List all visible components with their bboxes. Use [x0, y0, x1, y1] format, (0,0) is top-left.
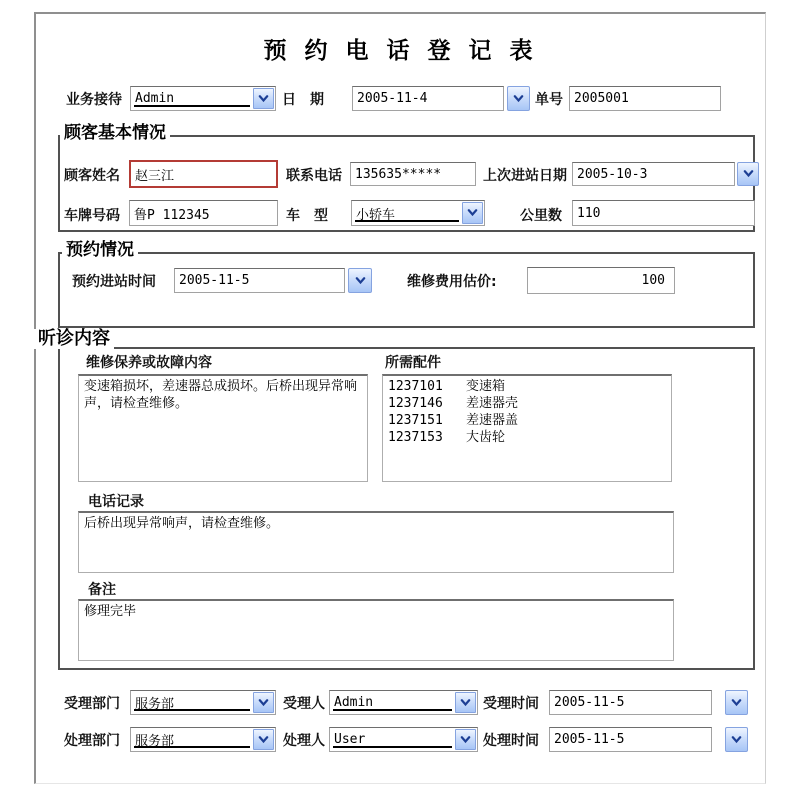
- list-item[interactable]: [388, 378, 666, 395]
- chevron-down-icon: [460, 699, 471, 707]
- form-frame: [34, 12, 766, 784]
- accept-time-value: 2005-11-5: [554, 695, 625, 710]
- combo-underline: [333, 709, 452, 711]
- date-value: 2005-11-4: [357, 91, 428, 106]
- last-visit-dropdown-button[interactable]: [737, 162, 759, 186]
- call-log-textarea[interactable]: 后桥出现异常响声，请检查维修。: [78, 511, 674, 573]
- accept-person-select[interactable]: [329, 690, 478, 715]
- part-name: 差速器壳: [466, 396, 519, 411]
- appointment-header: 预约情况: [62, 240, 138, 260]
- chevron-down-icon: [731, 736, 742, 744]
- accept-time-input[interactable]: [549, 690, 712, 715]
- arrival-time-input[interactable]: [174, 268, 345, 293]
- date-input[interactable]: [352, 86, 504, 111]
- plate-value: 鲁P 112345: [134, 207, 210, 223]
- part-code: 1237101: [388, 379, 443, 394]
- chevron-down-icon: [258, 736, 269, 744]
- operator-label: 业务接待: [66, 92, 122, 108]
- date-dropdown-button[interactable]: [507, 86, 530, 111]
- accept-dept-label: 受理部门: [64, 696, 120, 712]
- accept-person-dropdown-button[interactable]: [455, 692, 476, 713]
- chevron-down-icon: [513, 95, 524, 103]
- chevron-down-icon: [355, 277, 366, 285]
- name-input[interactable]: [129, 160, 278, 188]
- accept-dept-select[interactable]: [130, 690, 276, 715]
- chevron-down-icon: [743, 170, 754, 178]
- part-code: 1237153: [388, 430, 443, 445]
- handle-dept-label: 处理部门: [64, 733, 120, 749]
- phone-input[interactable]: [350, 162, 476, 186]
- chevron-down-icon: [731, 699, 742, 707]
- customer-groupbox: [58, 123, 755, 232]
- handle-person-label: 处理人: [283, 733, 325, 749]
- handle-person-value: User: [334, 732, 366, 747]
- parts-label: 所需配件: [385, 355, 441, 371]
- chevron-down-icon: [258, 699, 269, 707]
- model-value: 小轿车: [356, 207, 396, 223]
- phone-value: 135635*****: [355, 166, 442, 182]
- arrival-time-dropdown-button[interactable]: [348, 268, 372, 293]
- mileage-label: 公里数: [520, 208, 562, 224]
- repair-content-textarea[interactable]: 变速箱损坏，差速器总成损坏。后桥出现异常响声，请检查维修。: [78, 374, 368, 482]
- customer-header: 顾客基本情况: [60, 123, 170, 143]
- remarks-label: 备注: [88, 582, 116, 598]
- estimate-label: 维修费用估价:: [407, 274, 497, 290]
- diagnosis-groupbox: [38, 328, 755, 670]
- combo-underline: [134, 105, 250, 107]
- arrival-time-value: 2005-11-5: [179, 273, 250, 288]
- accept-person-label: 受理人: [283, 696, 325, 712]
- mileage-value: 110: [577, 205, 601, 221]
- model-label: 车 型: [286, 208, 328, 224]
- handle-dept-select[interactable]: [130, 727, 276, 752]
- operator-value: Admin: [135, 91, 175, 106]
- order-no-input[interactable]: [569, 86, 721, 111]
- last-visit-input[interactable]: [572, 162, 735, 186]
- accept-time-dropdown-button[interactable]: [725, 690, 748, 715]
- estimate-value: 100: [641, 273, 665, 288]
- handle-dept-value: 服务部: [135, 734, 175, 749]
- part-code: 1237146: [388, 396, 443, 411]
- part-name: 差速器盖: [466, 413, 519, 428]
- plate-input[interactable]: [129, 200, 278, 226]
- list-item[interactable]: [388, 395, 666, 412]
- accept-time-label: 受理时间: [483, 696, 539, 712]
- accept-person-value: Admin: [334, 695, 374, 710]
- handle-dept-dropdown-button[interactable]: [253, 729, 274, 750]
- appointment-groupbox: [58, 240, 755, 328]
- chevron-down-icon: [258, 95, 269, 103]
- handle-time-label: 处理时间: [483, 733, 539, 749]
- combo-underline: [134, 709, 250, 711]
- list-item[interactable]: [388, 412, 666, 429]
- plate-label: 车牌号码: [64, 208, 120, 224]
- handle-time-value: 2005-11-5: [554, 732, 625, 747]
- chevron-down-icon: [467, 209, 478, 217]
- part-name: 变速箱: [466, 379, 506, 394]
- handle-person-dropdown-button[interactable]: [455, 729, 476, 750]
- page-title: 预 约 电 话 登 记 表: [263, 38, 538, 64]
- name-value: 赵三江: [135, 168, 175, 184]
- operator-select[interactable]: [130, 86, 276, 111]
- diagnosis-header: 听诊内容: [34, 329, 114, 349]
- list-item[interactable]: [388, 429, 666, 446]
- operator-dropdown-button[interactable]: [253, 88, 274, 109]
- arrival-time-label: 预约进站时间: [72, 274, 156, 290]
- model-dropdown-button[interactable]: [462, 202, 483, 224]
- handle-person-select[interactable]: [329, 727, 478, 752]
- handle-time-input[interactable]: [549, 727, 712, 752]
- order-no-label: 单号: [535, 92, 563, 108]
- combo-underline: [134, 746, 250, 748]
- last-visit-label: 上次进站日期: [483, 168, 567, 184]
- date-label: 日 期: [282, 92, 324, 108]
- remarks-textarea[interactable]: 修理完毕: [78, 599, 674, 661]
- part-name: 大齿轮: [466, 430, 506, 445]
- last-visit-value: 2005-10-3: [577, 166, 648, 182]
- part-code: 1237151: [388, 413, 443, 428]
- order-no-value: 2005001: [574, 91, 629, 106]
- accept-dept-value: 服务部: [135, 697, 175, 712]
- mileage-input[interactable]: [572, 200, 755, 226]
- accept-dept-dropdown-button[interactable]: [253, 692, 274, 713]
- chevron-down-icon: [460, 736, 471, 744]
- repair-content-label: 维修保养或故障内容: [86, 355, 212, 371]
- model-select[interactable]: [351, 200, 485, 226]
- handle-time-dropdown-button[interactable]: [725, 727, 748, 752]
- estimate-input[interactable]: [527, 267, 675, 294]
- name-label: 顾客姓名: [64, 168, 120, 184]
- phone-label: 联系电话: [286, 168, 342, 184]
- combo-underline: [333, 746, 452, 748]
- call-log-label: 电话记录: [88, 494, 144, 510]
- parts-listbox[interactable]: [382, 374, 672, 482]
- combo-underline: [355, 220, 459, 222]
